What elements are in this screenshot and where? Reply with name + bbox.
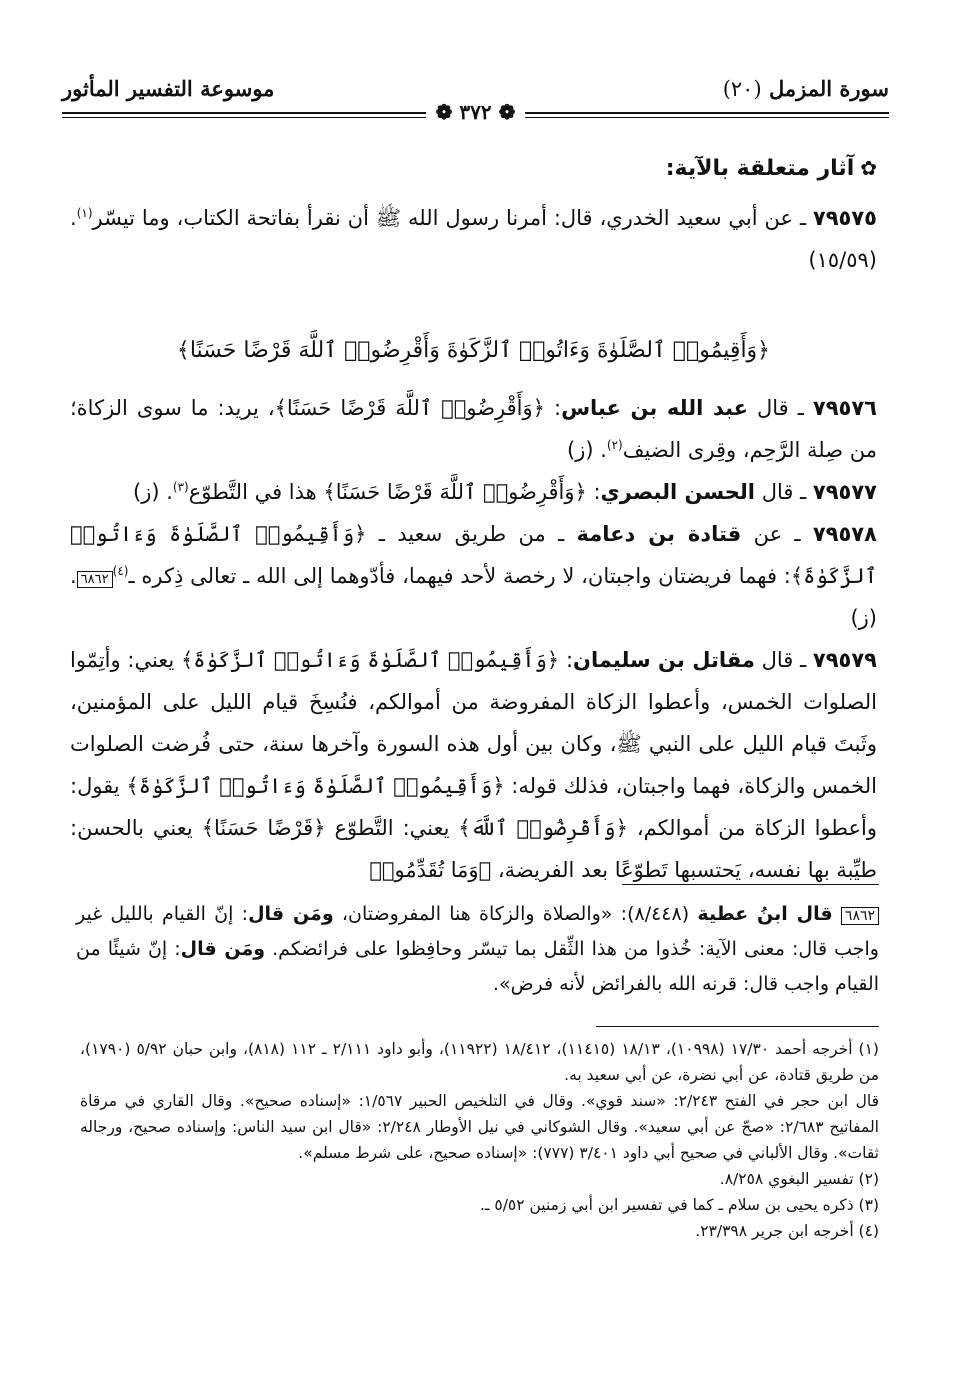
commentary-separator bbox=[622, 884, 879, 885]
footnote-ref[interactable]: (١) bbox=[76, 206, 93, 220]
quran-quote: ﴿وَأَقْرِضُوا۟ ٱللَّهَ قَرْضًا حَسَنًا﴾ bbox=[274, 396, 545, 420]
ayah-number: (٢٠) bbox=[722, 77, 762, 101]
surah-name: سورة المزمل bbox=[768, 76, 889, 101]
entry-79579: ٧٩٥٧٩ ـ قال مقاتل بن سليمان: ﴿وَأَقِيمُوا۟ ٱلصَّلَوٰةَ وَءَاتُوا۟ ٱلزَّكَوٰةَ﴾ يعني: وأتِمّوا الصلوات الخمس، وأعطوا الزكاة المفروضة من أموالكم، فنُسِخَ قيام الليل على المؤمنين، وثَبتَ قيام الليل على النبي ﷺ، وكان بين أول هذه السورة وآخرها سنة، حتى فُرضت الصلوات الخمس والزكاة، فهما واجبتان، فذلك قوله: ﴿وَأَقِيمُوا۟ ٱلصَّلَوٰةَ وَءَاتُوا۟ ٱلزَّكَوٰةَ﴾ يقول: وأعطوا الزكاة من أموالكم، ﴿وَأَقْرِضُوا۟ ٱللَّهَ﴾ يعني: التَّطوّع ﴿قَرْضًا حَسَنًا﴾ يعني بالحسن: طيِّبة بها نفسه، يَحتسبها تَطوّعًا بعد الفريضة، ﴿وَمَا تُقَدِّمُوا۟ bbox=[70, 648, 877, 882]
surah-header bbox=[723, 76, 889, 101]
entry-79575: ٧٩٥٧٥ ـ عن أبي سعيد الخدري، قال: أمرنا رسول الله ﷺ أن نقرأ بفاتحة الكتاب، وما تيسّر$^{(١)}$. (١٥/٥٩) bbox=[70, 206, 877, 272]
footnote-3: (٣) ذكره يحيى بن سلام ـ كما في تفسير ابن أبي زمنين ٥/٥٢ ـ. bbox=[479, 1196, 879, 1214]
quran-quote: ﴿قَرْضًا حَسَنًا﴾ bbox=[201, 816, 326, 840]
entry-number: ٧٩٥٧٨ bbox=[812, 522, 877, 546]
quran-quote: ﴿وَأَقِيمُوا۟ ٱلصَّلَوٰةَ وَءَاتُوا۟ ٱلزَّكَوٰةَ﴾ bbox=[70, 522, 877, 588]
footnote-1-grading: قال ابن حجر في الفتح ٢/٢٤٣: «سند قوي». وقال في التلخيص الحبير ١/٥٦٧: «إسناده صحيح». وقال القاري في مرقاة المفاتيح ٢/٦٨٣: «صحّ عن أبي سعيد». وقال الشوكاني في نيل الأوطار ٢/٢٤٨: «قال ابن سيد الناس: وإسناده صحيح، ورجاله ثقات». وقال الألباني في صحيح أبي داود ٣/٤٠١ (٧٧٧): «إسناده صحيح، على شرط مسلم». bbox=[80, 1092, 879, 1162]
entry-79577: ٧٩٥٧٧ ـ قال الحسن البصري: ﴿وَأَقْرِضُوا۟ ٱللَّهَ قَرْضًا حَسَنًا﴾ هذا في التَّطوّع$^{(٣)}$. (ز) bbox=[133, 480, 877, 504]
narrator-name: مقاتل بن سليمان bbox=[573, 648, 755, 672]
footnote-2: (٢) تفسير البغوي ٨/٢٥٨. bbox=[719, 1170, 879, 1188]
entry-79576: ٧٩٥٧٦ ـ قال عبد الله بن عباس: ﴿وَأَقْرِضُوا۟ ٱللَّهَ قَرْضًا حَسَنًا﴾، يريد: ما سوى الزكاة؛ من صِلة الرَّحِم، وقِرى الضيف$^{(٢)}$. (ز) bbox=[70, 396, 877, 462]
entry-number: ٧٩٥٧٥ bbox=[812, 206, 877, 230]
footnote-ref[interactable]: (٣) bbox=[172, 480, 189, 494]
page-header bbox=[62, 66, 889, 126]
commentary-ref-box[interactable]: ٦٨٦٢ bbox=[77, 571, 113, 588]
entry-number: ٧٩٥٧٧ bbox=[812, 480, 877, 504]
ayah-heading: ﴿وَأَقِيمُوا۟ ٱلصَّلَوٰةَ وَءَاتُوا۟ ٱلزَّكَوٰةَ وَأَقْرِضُوا۟ ٱللَّهَ قَرْضًا حَسَنًا﴾ bbox=[176, 338, 771, 363]
footnotes bbox=[80, 1036, 879, 1244]
quran-quote: ﴿وَمَا تُقَدِّمُوا۟ bbox=[369, 858, 492, 882]
book-title: موسوعة التفسير المأثور bbox=[62, 76, 275, 101]
quran-quote: ﴿وَأَقِيمُوا۟ ٱلصَّلَوٰةَ وَءَاتُوا۟ ٱلزَّكَوٰةَ﴾ bbox=[181, 648, 560, 672]
footnote-1: (١) أخرجه أحمد ١٧/٣٠ (١٠٩٩٨)، ١٨/١٣ (١١٤١٥)، ١٨/٤١٢ (١١٩٢٢)، وأبو داود ٢/١١١ ـ ١١٢ (٨١٨)، وابن حبان ٥/٩٢ (١٧٩٠)، من طريق قتادة، عن أبي نضرة، عن أبي سعيد به. bbox=[80, 1040, 879, 1084]
narrator-name: قتادة بن دعامة bbox=[576, 522, 742, 546]
page-number: ❁ ٣٧٢ ❁ bbox=[426, 100, 526, 124]
entry-79578: ٧٩٥٧٨ ـ عن قتادة بن دعامة ـ من طريق سعيد ـ ﴿وَأَقِيمُوا۟ ٱلصَّلَوٰةَ وَءَاتُوا۟ ٱلزَّكَوٰةَ﴾: فهما فريضتان واجبتان، لا رخصة لأحد فيهما، فأدّوهما إلى الله ـ تعالى ذِكره ـ$^{(٤)}$٦٨٦٢. (ز) bbox=[70, 522, 877, 630]
commentary-note: ٦٨٦٢ قال ابنُ عطية (٨/٤٤٨): «والصلاة والزكاة هنا المفروضتان، ومَن قال: إنّ القيام بالليل غير واجب قال: معنى الآية: خُذوا من هذا الثِّقل بما تيسّر وحافِظوا على فرائضكم. ومَن قال: إنّ شيئًا من القيام واجب قال: قرنه الله بالفرائض لأنه فرض». bbox=[76, 903, 879, 995]
narrator-name: الحسن البصري bbox=[600, 480, 755, 504]
commentary-ref-box: ٦٨٦٢ bbox=[841, 907, 879, 925]
quran-quote: ﴿وَأَقْرِضُوا۟ ٱللَّهَ قَرْضًا حَسَنًا﴾ bbox=[323, 480, 587, 504]
footnote-4: (٤) أخرجه ابن جرير ٢٣/٣٩٨. bbox=[695, 1222, 879, 1240]
footnote-ref[interactable]: (٤) bbox=[112, 564, 129, 578]
quran-quote: ﴿وَأَقْرِضُوا۟ ٱللَّهَ﴾ bbox=[458, 816, 628, 840]
entry-number: ٧٩٥٧٩ bbox=[812, 648, 877, 672]
quran-quote: ﴿وَأَقِيمُوا۟ ٱلصَّلَوٰةَ وَءَاتُوا۟ ٱلزَّكَوٰةَ﴾ bbox=[126, 774, 505, 798]
footnote-ref[interactable]: (٢) bbox=[606, 438, 623, 452]
footnote-separator bbox=[596, 1026, 879, 1027]
flower-ornament-icon: ✿ bbox=[860, 156, 877, 180]
commentator-name: قال ابنُ عطية bbox=[697, 903, 833, 925]
section-heading: ✿آثار متعلقة بالآية: bbox=[665, 156, 877, 181]
main-text bbox=[70, 150, 877, 891]
narrator-name: عبد الله بن عباس bbox=[561, 396, 748, 420]
entry-number: ٧٩٥٧٦ bbox=[812, 396, 877, 420]
